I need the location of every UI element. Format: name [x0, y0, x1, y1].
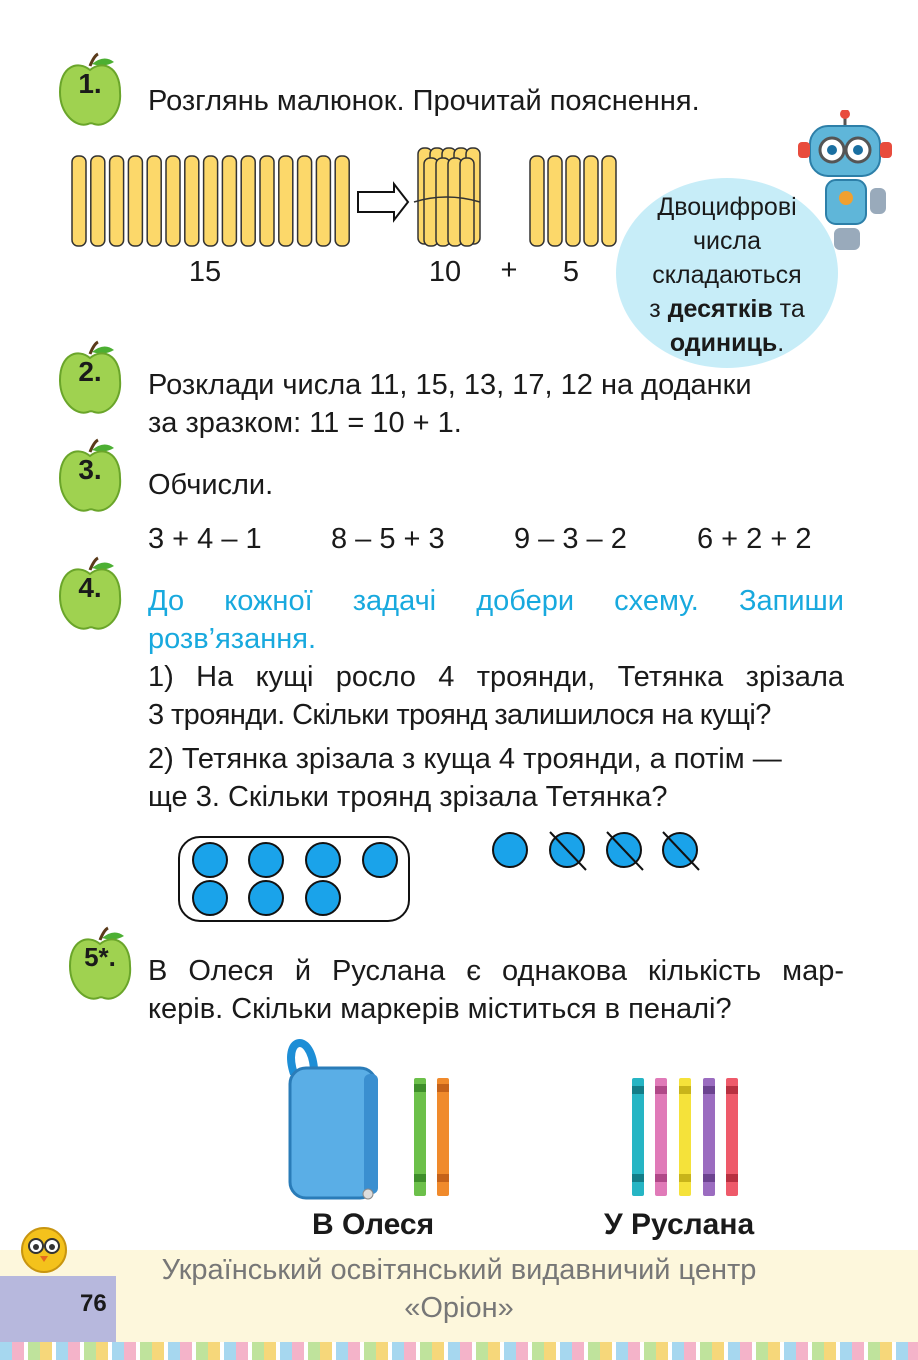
- label-ruslan: У Руслана: [604, 1208, 755, 1241]
- counting-stick: [279, 156, 293, 246]
- problem-1-line-1: 1) На кущі росло 4 троянди, Тетянка зрізала: [148, 661, 844, 693]
- counting-stick: [584, 156, 598, 246]
- exercise-3-number-badge: [58, 438, 122, 510]
- counting-stick: [222, 156, 236, 246]
- counting-stick: [166, 156, 180, 246]
- exercise-1-text: Розглянь малюнок. Прочитай пояснення.: [148, 85, 700, 117]
- exercise-5-number-badge: [68, 926, 132, 998]
- caption-plus: +: [500, 254, 518, 286]
- bubble-line-3: складаються: [652, 261, 802, 289]
- footer-stripes: [0, 1342, 918, 1360]
- counting-stick: [147, 156, 161, 246]
- robot-bubble-text: [616, 190, 838, 360]
- arrow-right-icon: [358, 184, 408, 220]
- marker-green-icon: [414, 1078, 426, 1196]
- marker-pink-icon: [655, 1078, 667, 1196]
- counting-stick: [602, 156, 616, 246]
- bubble-line-2: числа: [693, 227, 761, 255]
- counting-stick: [460, 158, 474, 246]
- scheme-circle: [362, 842, 398, 878]
- exercise-4-number: 4.: [78, 572, 102, 603]
- scheme-circle: [248, 880, 284, 916]
- bubble-line-1: Двоцифрові: [657, 193, 797, 221]
- counting-stick: [72, 156, 86, 246]
- counting-stick: [91, 156, 105, 246]
- exercise-5-number: 5*.: [84, 942, 116, 972]
- scheme-2: [490, 828, 710, 878]
- scheme-circle: [493, 833, 527, 867]
- bubble-line-4-pre: з: [649, 295, 668, 323]
- counting-stick: [316, 156, 330, 246]
- pencil-case-icon: [290, 1068, 376, 1198]
- exercise-1-number: 1.: [78, 68, 102, 99]
- exercise-2-number: 2.: [78, 356, 102, 387]
- marker-orange-icon: [437, 1078, 449, 1196]
- expression-4: 6 + 2 + 2: [697, 523, 812, 555]
- counting-stick: [185, 156, 199, 246]
- bubble-bold-units: одиниць: [669, 329, 778, 357]
- bubble-line-5: [616, 326, 838, 360]
- ruslan-markers-illustration: [628, 1078, 744, 1200]
- caption-15: 15: [188, 256, 222, 288]
- problem-2-line-2: ще 3. Скільки троянд зрізала Тетянка?: [148, 781, 668, 813]
- scheme-circle: [192, 842, 228, 878]
- bubble-line-5-post: .: [777, 329, 785, 357]
- expression-1: 3 + 4 – 1: [148, 523, 262, 555]
- counting-stick: [566, 156, 580, 246]
- label-olesya: В Олеся: [312, 1208, 435, 1241]
- scheme-circle: [248, 842, 284, 878]
- caption-5: 5: [562, 256, 580, 288]
- exercise-5-line-2: керів. Скільки маркерів міститься в пеналі?: [148, 993, 732, 1025]
- publisher-line-1: Український освітянський видавничий центр: [161, 1254, 757, 1286]
- bubble-line-4: [616, 292, 838, 326]
- pencil-case-illustration: [280, 1028, 460, 1208]
- caption-10: 10: [428, 256, 462, 288]
- expression-2: 8 – 5 + 3: [331, 523, 445, 555]
- exercise-1-number-badge: [58, 52, 122, 124]
- bubble-line-4-post: та: [772, 295, 805, 323]
- counting-stick: [128, 156, 142, 246]
- exercise-4-task-line-1: До кожної задачі добери схему. Запиши: [148, 585, 844, 617]
- expression-3: 9 – 3 – 2: [514, 523, 627, 555]
- exercise-2-line-2: за зразком: 11 = 10 + 1.: [148, 407, 462, 439]
- page-number: 76: [80, 1290, 107, 1317]
- scheme-circle: [192, 880, 228, 916]
- marker-red-icon: [726, 1078, 738, 1196]
- counting-stick: [241, 156, 255, 246]
- marker-yellow-icon: [679, 1078, 691, 1196]
- bubble-bold-tens: десятків: [667, 295, 773, 323]
- counting-stick: [110, 156, 124, 246]
- exercise-2-line-1: Розклади числа 11, 15, 13, 17, 12 на доданки: [148, 369, 752, 401]
- sticks-illustration: [66, 140, 626, 260]
- problem-2-line-1: 2) Тетянка зрізала з куща 4 троянди, а потім —: [148, 743, 782, 775]
- counting-stick: [530, 156, 544, 246]
- scheme-circle: [305, 880, 341, 916]
- exercise-3-text: Обчисли.: [148, 469, 274, 501]
- problem-1-line-2: 3 троянди. Скільки троянд залишилося на кущі?: [148, 699, 771, 731]
- counting-stick: [548, 156, 562, 246]
- exercise-3-number: 3.: [78, 454, 102, 485]
- marker-teal-icon: [632, 1078, 644, 1196]
- scheme-circle: [305, 842, 341, 878]
- marker-purple-icon: [703, 1078, 715, 1196]
- counting-stick: [204, 156, 218, 246]
- counting-stick: [260, 156, 274, 246]
- publisher-line-2: «Оріон»: [404, 1292, 514, 1324]
- exercise-4-number-badge: [58, 556, 122, 628]
- exercise-4-task-line-2: розв’язання.: [148, 623, 316, 655]
- exercise-2-number-badge: [58, 340, 122, 412]
- counting-stick: [298, 156, 312, 246]
- exercise-5-line-1: В Олеся й Руслана є однакова кількість мар-: [148, 955, 844, 987]
- counting-stick: [335, 156, 349, 246]
